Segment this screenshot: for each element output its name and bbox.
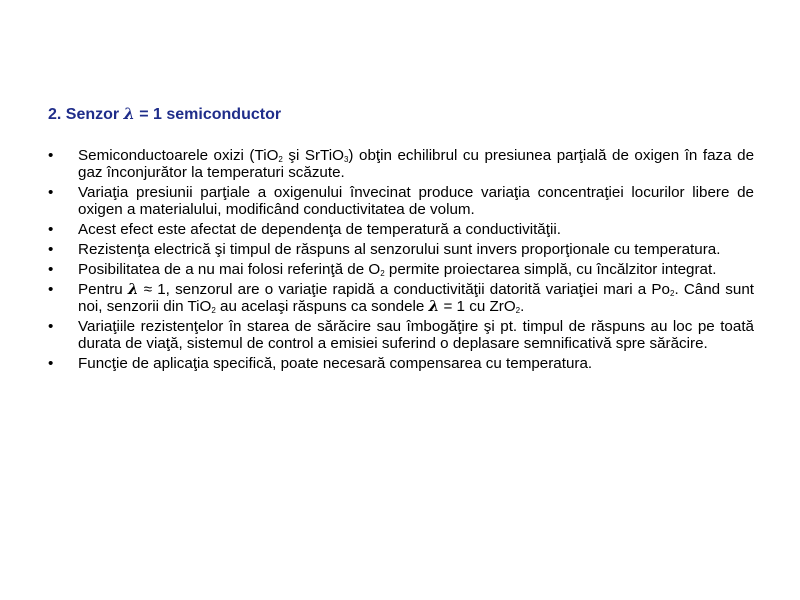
list-item: [48, 261, 754, 278]
subscript: 2: [669, 289, 675, 298]
subscript: 2: [211, 306, 216, 315]
slide-content: [48, 104, 754, 375]
text: ) obţin echilibrul cu presiunea parţială de oxigen în faza de gaz înconjurător la temperaturi scăzute.: [78, 147, 755, 181]
text: = 1 cu ZrO: [439, 298, 516, 315]
bullet-icon: •: [48, 184, 54, 201]
slide-heading: [48, 104, 754, 125]
text: Semiconductoarele oxizi (TiO: [78, 147, 279, 164]
list-item: [48, 281, 754, 315]
bullet-icon: •: [48, 261, 54, 278]
list-item: [48, 355, 754, 372]
lambda-symbol: λ: [123, 104, 135, 123]
text: Funcţie de aplicaţia specifică, poate necesară compensarea cu temperatura.: [78, 355, 593, 372]
list-item: [48, 318, 754, 352]
bullet-icon: •: [48, 147, 54, 164]
text: .: [520, 298, 525, 315]
subscript: 3: [343, 155, 349, 164]
text: permite proiectarea simplă, cu încălzitor integrat.: [384, 261, 717, 278]
subscript: 2: [278, 155, 283, 164]
text: şi SrTiO: [282, 147, 344, 164]
lambda-symbol: λ: [127, 280, 139, 298]
heading-prefix: 2. Senzor: [48, 106, 124, 123]
text: Pentru: [78, 281, 128, 298]
list-item: [48, 221, 754, 238]
list-item: [48, 184, 754, 218]
text: Variaţia presiunii parţiale a oxigenului învecinat produce variaţia concentraţiei locurilor libere de oxigen a materialului, modificând conductivitatea de volum.: [78, 184, 754, 218]
text: au acelaşi răspuns ca sondele: [215, 298, 429, 315]
bullet-icon: •: [48, 241, 54, 258]
heading-suffix: = 1 semiconductor: [134, 106, 282, 123]
text: Rezistenţa electrică şi timpul de răspuns al senzorului sunt invers proporţionale cu temperatura.: [78, 241, 721, 258]
bullet-icon: •: [48, 221, 54, 238]
text: Acest efect este afectat de dependenţa de temperatură a conductivităţii.: [78, 221, 561, 238]
bullet-icon: •: [48, 281, 54, 298]
subscript: 2: [515, 306, 521, 315]
text: . Când sunt noi, senzorii din TiO: [78, 281, 754, 315]
subscript: 2: [380, 269, 385, 278]
bullet-icon: •: [48, 355, 54, 372]
lambda-symbol: λ: [428, 297, 440, 315]
bullet-icon: •: [48, 318, 54, 335]
list-item: [48, 147, 754, 181]
text: Variaţiile rezistenţelor în starea de sărăcire sau îmbogăţire şi pt. timpul de răspuns au loc pe toată durata de viaţă, sistemul de control a emisiei suferind o deplasare semnificativă spre sărăcire.: [78, 318, 754, 352]
text: Posibilitatea de a nu mai folosi referinţă de O: [78, 261, 381, 278]
bullet-list: [48, 147, 754, 372]
list-item: [48, 241, 754, 258]
text: ≈ 1, senzorul are o variaţie rapidă a conductivităţii datorită variaţiei mari a Po: [138, 281, 670, 298]
